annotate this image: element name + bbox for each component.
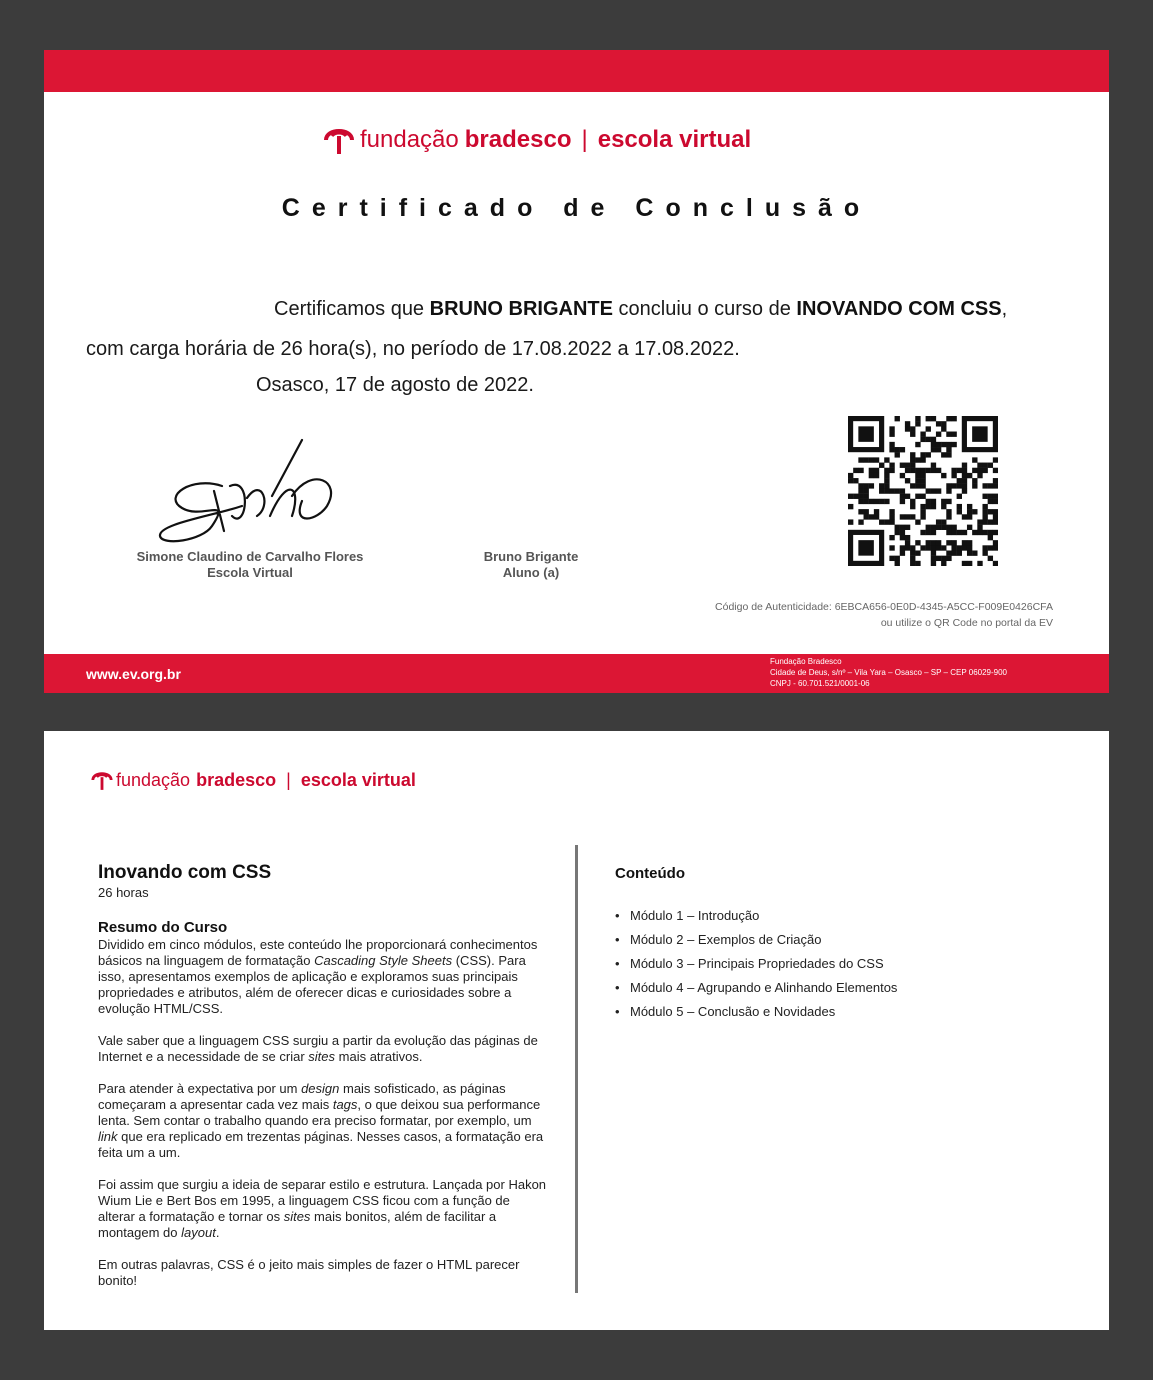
signer-org: Escola Virtual (207, 565, 293, 580)
italic-run: layout (181, 1225, 216, 1240)
text-run: Foi assim que surgiu a ideia de separar estilo e estrutura. Lançada por Hakon Wium Lie e Bert Bos em 1995, a linguagem CSS ficou com a função de alterar a formatação e tornar os (98, 1177, 547, 1224)
handwritten-signature (152, 436, 352, 556)
summary-paragraph-2 (98, 1033, 548, 1065)
italic-run: link (98, 1129, 118, 1144)
italic-run: Cascading Style Sheets (314, 953, 453, 968)
fundacao-bradesco-logo (322, 122, 751, 158)
logo-text-bradesco: bradesco (464, 126, 572, 153)
bradesco-tree-icon (90, 767, 114, 793)
text-run: mais sofisticado, as páginas começaram a apresentar cada vez mais (98, 1081, 506, 1112)
course-title: Inovando com CSS (98, 862, 272, 883)
course-contents-column (615, 865, 1035, 1024)
line1-mid: concluiu o curso de (612, 298, 797, 320)
course-name: INOVANDO COM CSS (796, 298, 1002, 320)
text-run: Para atender à expectativa por um (98, 1081, 302, 1096)
fundacao-bradesco-logo-small (90, 767, 416, 793)
logo-text-bradesco: bradesco (196, 769, 277, 790)
italic-run: design (301, 1081, 340, 1096)
contents-title: Conteúdo (615, 865, 685, 882)
module-list (615, 904, 1035, 1024)
summary-paragraph-1 (98, 937, 548, 1017)
qr-code (848, 416, 998, 566)
footer-cnpj: CNPJ - 60.701.521/0001-06 (770, 679, 870, 688)
course-hours: 26 horas (98, 885, 149, 900)
certificate-title: Certificado de Conclusão (281, 194, 872, 222)
bradesco-tree-icon (322, 122, 356, 158)
logo-text-fundacao: fundação (116, 769, 191, 790)
student-signature-block (464, 549, 598, 581)
authenticity-code: Código de Autenticidade: 6EBCA656-0E0D-4345-A5CC-F009E0426CFA (715, 601, 1053, 613)
signer-block (120, 549, 380, 581)
student-name: BRUNO BRIGANTE (429, 298, 613, 320)
footer-address-block (770, 656, 1007, 689)
italic-run: tags (332, 1097, 358, 1112)
text-run: mais bonitos, além de facilitar a montagem do (98, 1209, 497, 1240)
summary-paragraph-5: Em outras palavras, CSS é o jeito mais simples de fazer o HTML parecer bonito! (98, 1257, 520, 1288)
line1-prefix: Certificamos que (274, 298, 430, 320)
text-run: (CSS). Para isso, apresentamos exemplos de aplicação e exploramos suas principais propriedades e atributos, além de oferecer dicas e curiosidades sobre a evolução HTML/CSS. (98, 953, 526, 1016)
certificate-line-2: com carga horária de 26 hora(s), no período de 17.08.2022 a 17.08.2022. (86, 338, 740, 360)
module-item: • Módulo 1 – Introdução (615, 904, 1035, 928)
certificate-place-date: Osasco, 17 de agosto de 2022. (256, 374, 534, 396)
module-item: • Módulo 4 – Agrupando e Alinhando Elementos (615, 976, 1035, 1000)
text-run: Dividido em cinco módulos, este conteúdo lhe proporcionará conhecimentos básicos na linguagem de formatação (98, 937, 538, 968)
text-run: mais atrativos. (335, 1049, 423, 1064)
course-summary-column (98, 861, 548, 1305)
footer-org: Fundação Bradesco (770, 657, 842, 666)
authenticity-note: ou utilize o QR Code no portal da EV (880, 617, 1053, 629)
logo-text-fundacao: fundação (360, 126, 459, 153)
student-signature-role: Aluno (a) (502, 565, 560, 580)
module-item: • Módulo 3 – Principais Propriedades do CSS (615, 952, 1035, 976)
italic-run: sites (283, 1209, 311, 1224)
logo-separator: | (581, 126, 588, 153)
text-run: Vale saber que a linguagem CSS surgiu a partir da evolução das páginas de Internet e a necessidade de se criar (98, 1033, 538, 1064)
certificate-line-1 (274, 298, 1007, 321)
summary-paragraph-3 (98, 1081, 548, 1161)
logo-text-escola-virtual: escola virtual (300, 769, 416, 790)
signer-name: Simone Claudino de Carvalho Flores (136, 549, 364, 564)
text-run: , o que deixou sua performance lenta. Sem contar o trabalho quando era preciso formatar, por exemplo, um (98, 1097, 541, 1128)
logo-text-escola-virtual: escola virtual (597, 126, 752, 153)
footer-red-bar (44, 654, 1109, 693)
certificate-page (44, 50, 1109, 693)
text-run: que era replicado em trezentas páginas. Nesses casos, a formatação era feita um a um. (98, 1129, 544, 1160)
website-link[interactable]: www.ev.org.br (86, 666, 181, 682)
module-item: • Módulo 2 – Exemplos de Criação (615, 928, 1035, 952)
module-item: • Módulo 5 – Conclusão e Novidades (615, 1000, 1035, 1024)
summary-title: Resumo do Curso (98, 919, 228, 936)
summary-paragraph-4 (98, 1177, 548, 1241)
column-divider (575, 845, 578, 1293)
footer-address: Cidade de Deus, s/nº – Vila Yara – Osasco – SP – CEP 06029-900 (770, 668, 1007, 677)
top-red-bar (44, 50, 1109, 92)
course-details-page (44, 731, 1109, 1330)
italic-run: sites (308, 1049, 336, 1064)
student-signature-name: Bruno Brigante (483, 549, 579, 564)
logo-separator: | (286, 769, 291, 790)
text-run: . (215, 1225, 220, 1240)
line1-suffix: , (1001, 298, 1008, 320)
